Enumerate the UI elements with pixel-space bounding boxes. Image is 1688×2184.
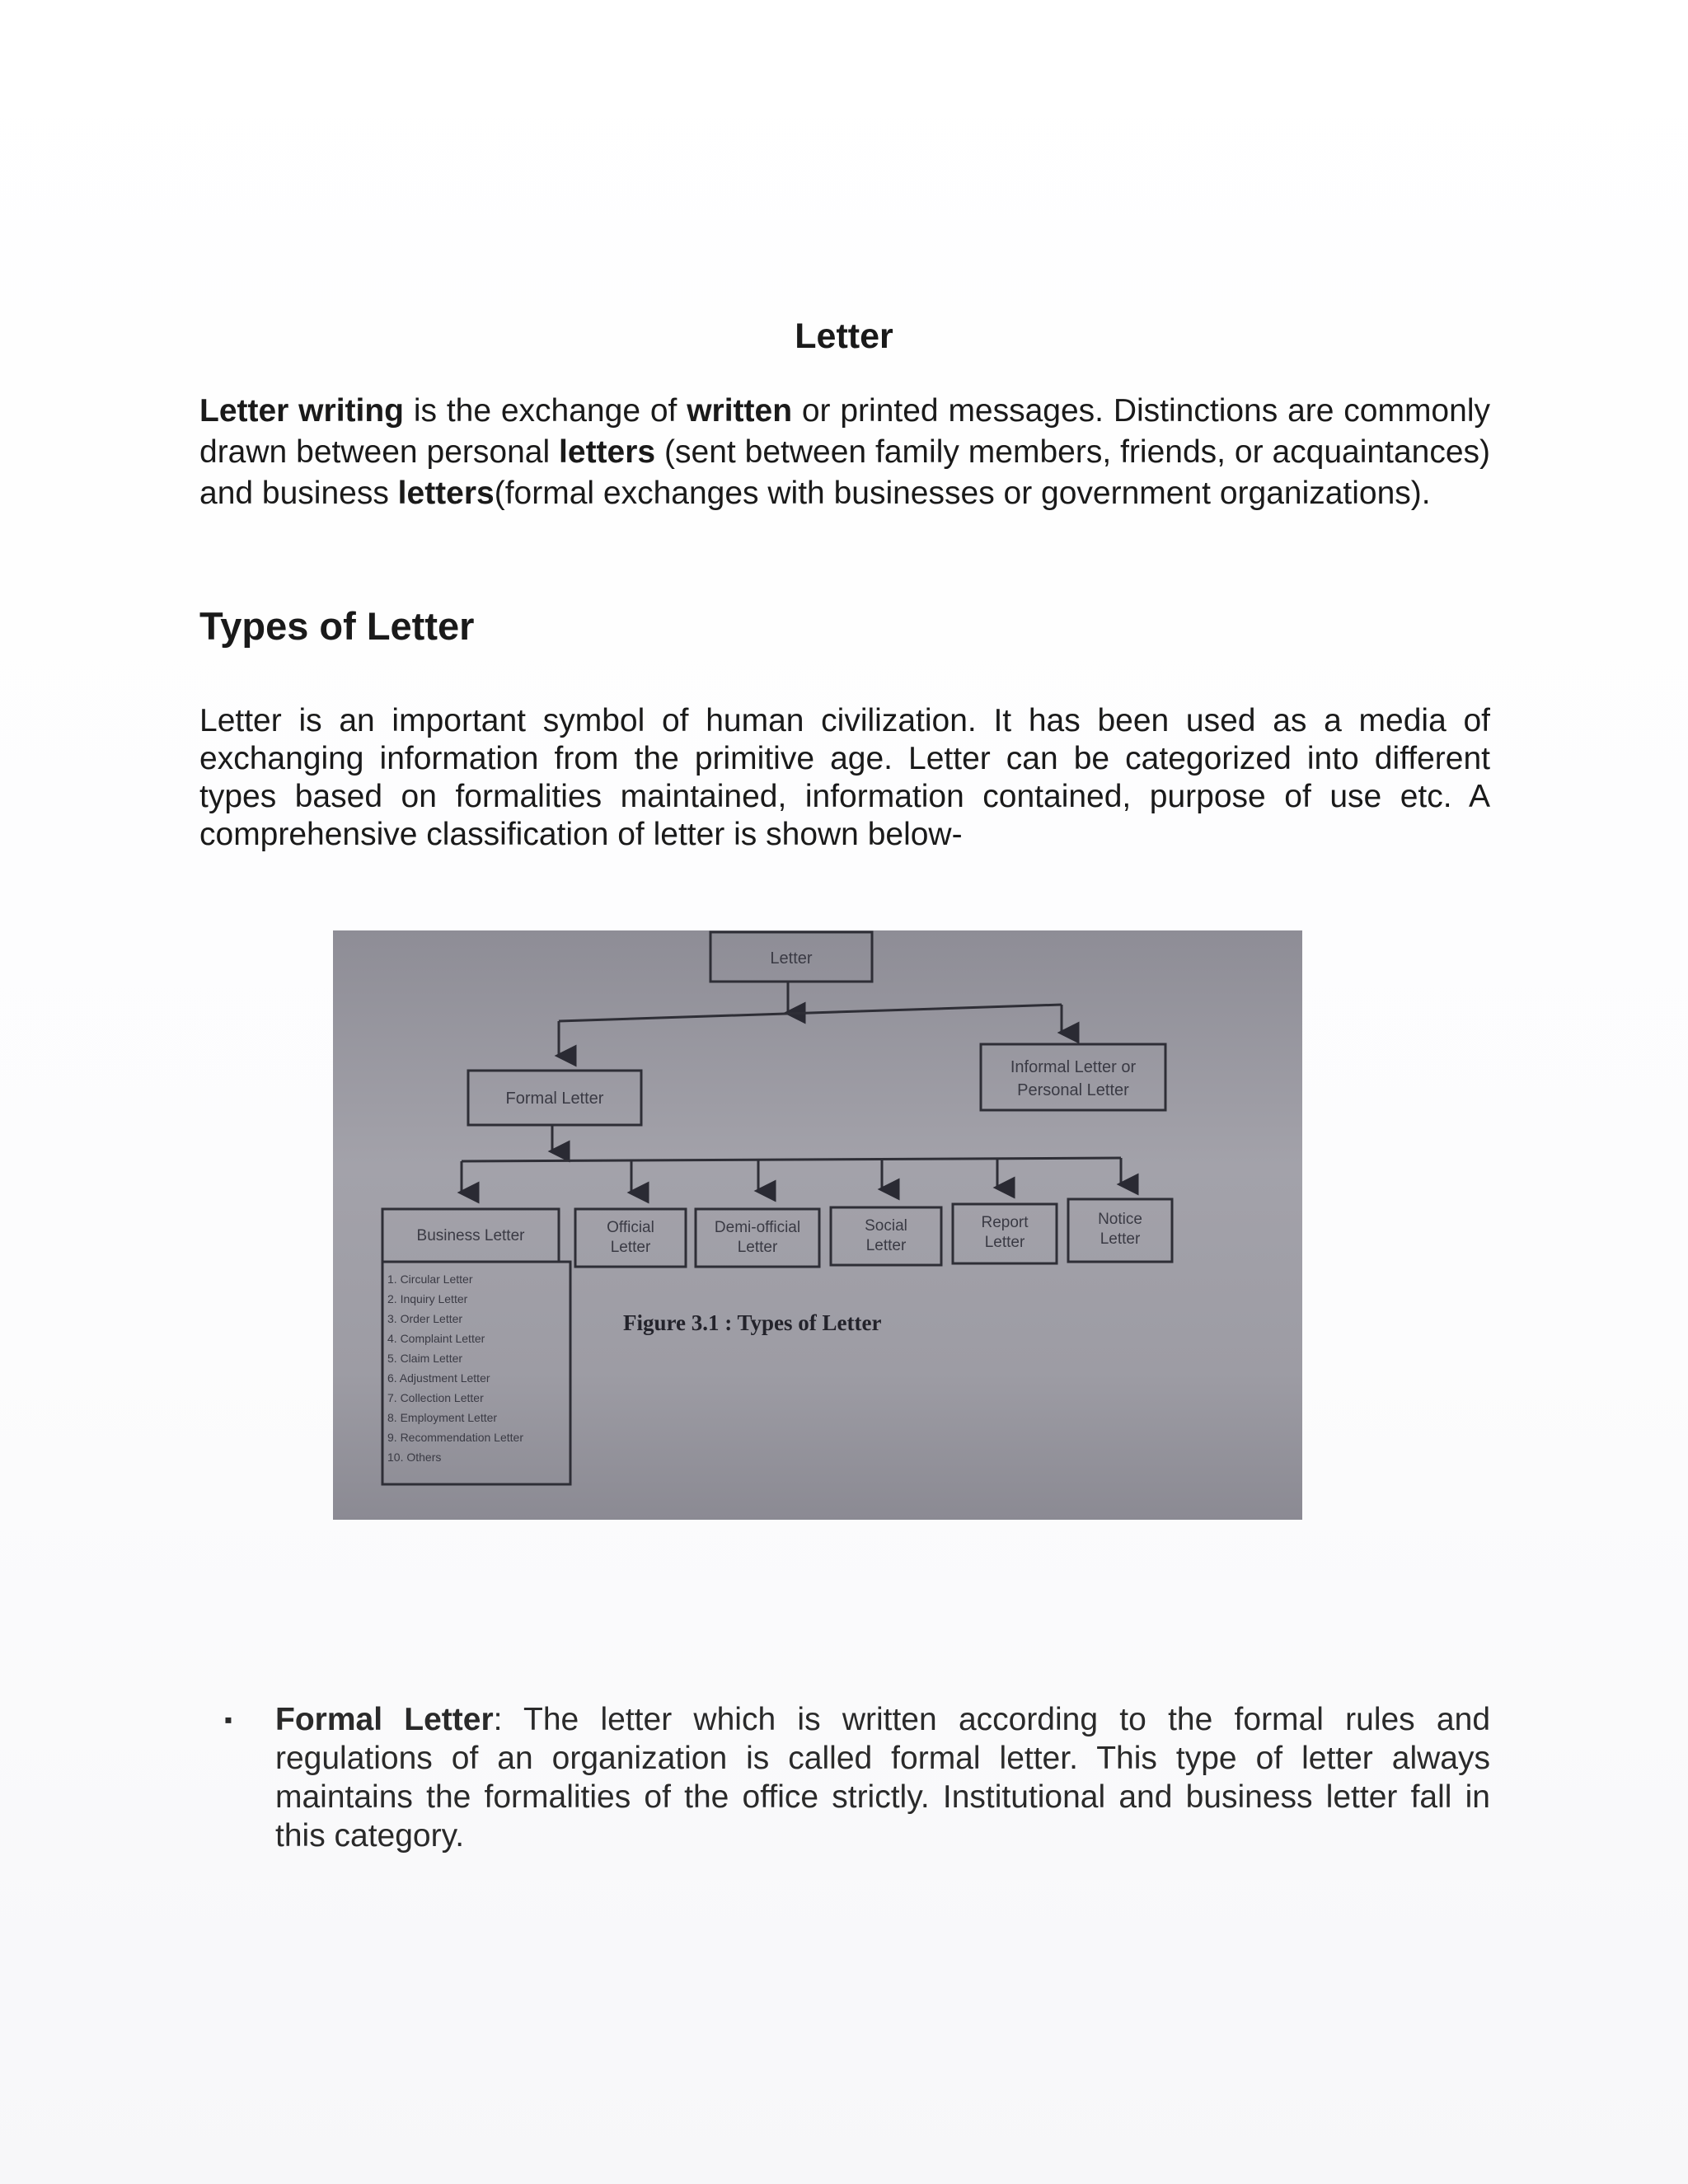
- node-demi-official-letter: [696, 1209, 819, 1267]
- node-formal-letter-label: Formal Letter: [505, 1090, 604, 1108]
- business-type-item: 3. Order Letter: [387, 1312, 463, 1325]
- bullet-text: : The letter which is written according to the formal rules and regulations of an organization is called formal letter. This type of letter always maintains the formalities of the office strictly. Institutional and business letter fall in this category.: [275, 1702, 1491, 1854]
- business-type-item: 9. Recommendation Letter: [387, 1431, 523, 1444]
- node-report-label-line2: Letter: [984, 1234, 1025, 1251]
- node-social-label-line2: Letter: [865, 1237, 907, 1254]
- node-official-label-line1: Official: [607, 1219, 654, 1236]
- business-type-item: 7. Collection Letter: [387, 1391, 484, 1404]
- intro-text-2: or printed messages. Distinctions are commonly drawn between personal: [199, 393, 1490, 470]
- node-social-label-line1: Social: [865, 1217, 907, 1235]
- business-types-list: [387, 1272, 523, 1464]
- node-official-label-line2: Letter: [610, 1239, 651, 1256]
- business-type-item: 4. Complaint Letter: [387, 1332, 485, 1345]
- node-official-letter: [575, 1209, 686, 1267]
- intro-text-1: is the exchange of: [404, 393, 687, 429]
- business-type-item: 1. Circular Letter: [387, 1272, 473, 1286]
- types-paragraph: Letter is an important symbol of human civilization. It has been used as a media of exchanging information from the primitive age. Letter can be categorized into different types based on formalities maintained, information contained, purpose of use etc. A comprehensive classification of letter is shown below-: [199, 703, 1490, 852]
- figure-caption: Figure 3.1 : Types of Letter: [623, 1310, 882, 1335]
- bullet-term: Formal Letter: [275, 1702, 494, 1737]
- list-item: [216, 1700, 1490, 1855]
- business-type-item: 8. Employment Letter: [387, 1411, 498, 1424]
- node-business-letter-label: Business Letter: [416, 1227, 525, 1244]
- node-notice-label-line2: Letter: [1100, 1230, 1141, 1248]
- node-report-label-line1: Report: [981, 1214, 1029, 1231]
- business-type-item: 6. Adjustment Letter: [387, 1371, 490, 1385]
- classification-diagram: [333, 930, 1302, 1520]
- intro-bold-written: written: [687, 393, 793, 429]
- intro-paragraph: [199, 391, 1490, 514]
- intro-bold-letter-writing: Letter writing: [199, 393, 404, 429]
- node-notice-label-line1: Notice: [1098, 1211, 1142, 1228]
- page-title: Letter: [795, 316, 893, 356]
- classification-figure: [333, 930, 1302, 1520]
- intro-bold-letters: letters: [559, 434, 656, 470]
- node-informal-label-line1: Informal Letter or: [1010, 1058, 1137, 1076]
- node-demi-label-line2: Letter: [737, 1239, 778, 1256]
- node-demi-label-line1: Demi-official: [714, 1219, 801, 1236]
- business-type-item: 2. Inquiry Letter: [387, 1292, 468, 1305]
- node-social-letter: [831, 1207, 941, 1265]
- intro-text-3: (sent between family members, friends, or acquaintances) and business: [199, 434, 1490, 511]
- square-bullet-icon: ▪: [224, 1707, 232, 1732]
- business-type-item: 5. Claim Letter: [387, 1352, 463, 1365]
- business-type-item: 10. Others: [387, 1451, 442, 1464]
- types-heading: Types of Letter: [199, 604, 475, 648]
- node-letter-label: Letter: [770, 949, 813, 968]
- node-informal-letter: [981, 1044, 1165, 1110]
- letter-types-list: [216, 1700, 1490, 1855]
- node-informal-label-line2: Personal Letter: [1017, 1081, 1129, 1099]
- intro-text-4: (formal exchanges with businesses or government organizations).: [494, 476, 1431, 511]
- intro-bold-letters-2: letters: [397, 476, 495, 511]
